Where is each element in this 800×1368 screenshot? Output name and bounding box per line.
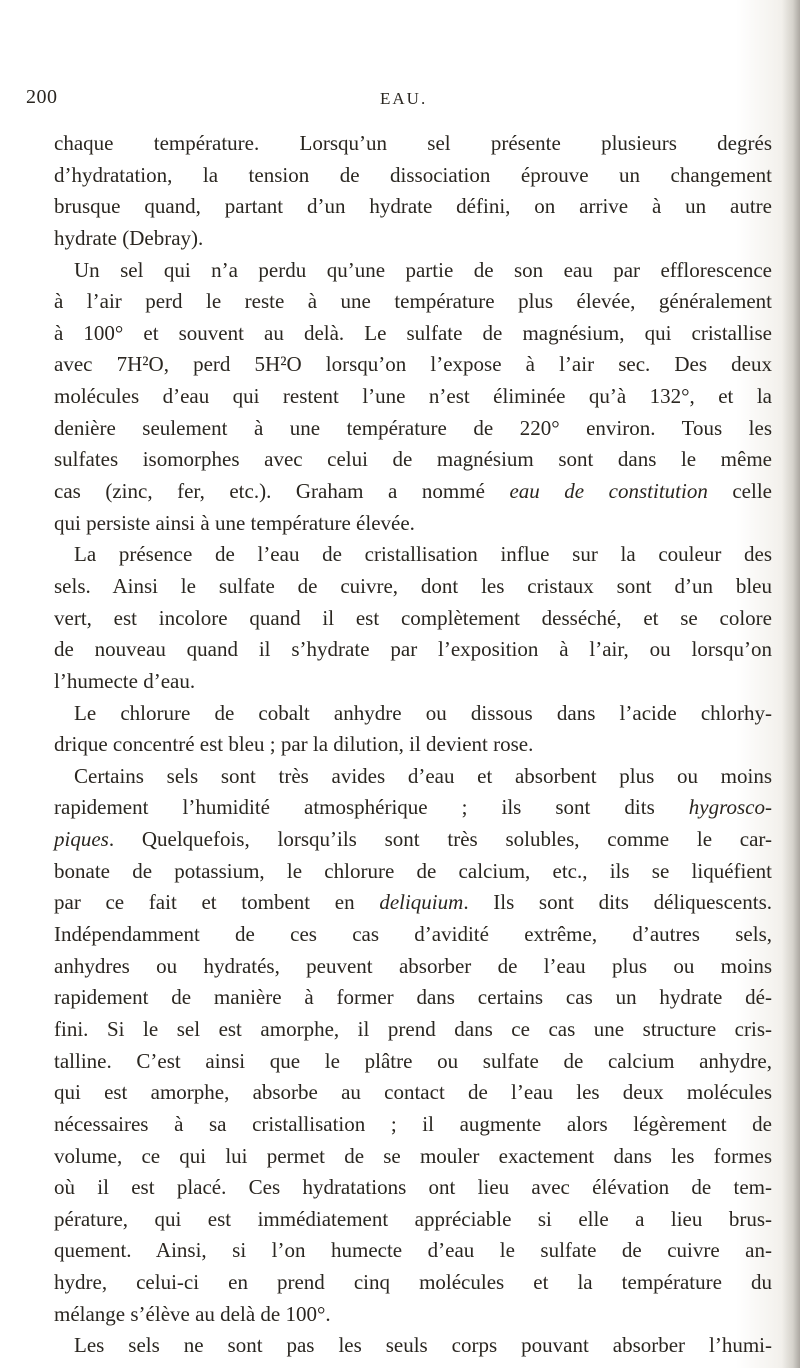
text-line [54, 761, 772, 793]
text-segment: vert, est incolore quand il est complètement desséché, et se colore [54, 605, 772, 630]
italic-term: deliquium [379, 890, 464, 915]
text-segment: Le chlorure de cobalt anhydre ou dissous dans l’acide chlorhy- [74, 700, 772, 725]
text-segment: qui est amorphe, absorbe au contact de l’eau les deux molécules [54, 1080, 772, 1105]
text-line [54, 571, 772, 603]
text-segment: denière seulement à une température de 220° environ. Tous les [54, 415, 772, 440]
text-segment: drique concentré est bleu ; par la dilution, il devient rose. [54, 732, 534, 757]
text-line [54, 191, 772, 223]
text-segment: celle [707, 479, 772, 504]
text-segment: quement. Ainsi, si l’on humecte d’eau le sulfate de cuivre an- [54, 1238, 772, 1263]
text-line [54, 255, 772, 287]
text-segment: . Quelquefois, lorsqu’ils sont très solubles, comme le car- [108, 827, 772, 852]
italic-term: piques [54, 827, 109, 852]
text-line [54, 1141, 772, 1173]
text-segment: bonate de potassium, le chlorure de calcium, etc., ils se liquéfient [54, 858, 772, 883]
text-segment: nécessaires à sa cristallisation ; il augmente alors légèrement de [54, 1111, 772, 1136]
text-line [54, 666, 772, 698]
text-line [54, 413, 772, 445]
text-segment: cas (zinc, fer, etc.). Graham a nommé [54, 479, 510, 504]
text-line [54, 1077, 772, 1109]
text-segment: Indépendamment de ces cas d’avidité extrême, d’autres sels, [54, 922, 772, 947]
text-line [54, 792, 772, 824]
text-line [54, 1299, 772, 1331]
text-segment: talline. C’est ainsi que le plâtre ou sulfate de calcium anhydre, [54, 1048, 772, 1073]
text-line [54, 318, 772, 350]
text-line [54, 1267, 772, 1299]
text-segment: l’humecte d’eau. [54, 668, 196, 693]
text-segment: Un sel qui n’a perdu qu’une partie de son eau par efflorescence [74, 257, 772, 282]
text-line [54, 223, 772, 255]
text-line [54, 1046, 772, 1078]
text-segment: anhydres ou hydratés, peuvent absorber de l’eau plus ou moins [54, 953, 772, 978]
text-segment: hydre, celui-ci en prend cinq molécules et la température du [54, 1270, 772, 1295]
text-segment: brusque quand, partant d’un hydrate défini, on arrive à un autre [54, 194, 772, 219]
text-segment: rapidement l’humidité atmosphérique ; ils sont dits [54, 795, 689, 820]
text-line [54, 1014, 772, 1046]
text-line [54, 160, 772, 192]
text-line [54, 476, 772, 508]
text-line [54, 1235, 772, 1267]
text-line [54, 128, 772, 160]
running-head: EAU. [380, 89, 428, 108]
text-segment: mélange s’élève au delà de 100°. [54, 1301, 331, 1326]
text-line [54, 951, 772, 983]
text-segment: à 100° et souvent au delà. Le sulfate de magnésium, qui cristallise [54, 320, 772, 345]
page-number: 200 [26, 86, 58, 108]
text-line [54, 603, 772, 635]
text-line [54, 856, 772, 888]
text-segment: La présence de l’eau de cristallisation influe sur la couleur des [74, 542, 772, 567]
italic-term: eau de constitution [509, 479, 708, 504]
text-line [54, 1109, 772, 1141]
text-segment: d’hydratation, la tension de dissociation éprouve un changement [54, 162, 772, 187]
text-line [54, 982, 772, 1014]
text-segment: volume, ce qui lui permet de se mouler exactement dans les formes [54, 1143, 772, 1168]
text-segment: pérature, qui est immédiatement appréciable si elle a lieu brus- [54, 1206, 772, 1231]
text-segment: molécules d’eau qui restent l’une n’est éliminée qu’à 132°, et la [54, 384, 772, 409]
text-segment: avec 7H²O, perd 5H²O lorsqu’on l’expose à l’air sec. Des deux [54, 352, 772, 377]
text-line [54, 1172, 772, 1204]
text-line [54, 444, 772, 476]
text-line [54, 1330, 772, 1362]
text-segment: sulfates isomorphes avec celui de magnésium sont dans le même [54, 447, 772, 472]
text-segment: à l’air perd le reste à une température plus élevée, généralement [54, 289, 772, 314]
text-segment: Les sels ne sont pas les seuls corps pouvant absorber l’humi- [74, 1333, 772, 1358]
italic-term: hygrosco- [688, 795, 772, 820]
text-line [54, 634, 772, 666]
text-segment: rapidement de manière à former dans certains cas un hydrate dé- [54, 985, 772, 1010]
text-line [54, 1204, 772, 1236]
text-line [54, 349, 772, 381]
text-segment: fini. Si le sel est amorphe, il prend dans ce cas une structure cris- [54, 1016, 772, 1041]
text-line [54, 887, 772, 919]
body-text [54, 128, 772, 1362]
text-segment: où il est placé. Ces hydratations ont lieu avec élévation de tem- [54, 1175, 772, 1200]
text-segment: . Ils sont dits déliquescents. [463, 890, 772, 915]
text-line [54, 824, 772, 856]
text-segment: sels. Ainsi le sulfate de cuivre, dont les cristaux sont d’un bleu [54, 573, 772, 598]
text-line [54, 919, 772, 951]
text-segment: qui persiste ainsi à une température élevée. [54, 510, 415, 535]
page-edge-shadow [782, 0, 800, 1368]
text-line [54, 729, 772, 761]
text-line [54, 698, 772, 730]
text-line [54, 539, 772, 571]
text-segment: par ce fait et tombent en [54, 890, 380, 915]
text-segment: de nouveau quand il s’hydrate par l’exposition à l’air, ou lorsqu’on [54, 637, 772, 662]
text-line [54, 508, 772, 540]
text-segment: chaque température. Lorsqu’un sel présente plusieurs degrés [54, 131, 772, 155]
text-line [54, 286, 772, 318]
text-segment: Certains sels sont très avides d’eau et absorbent plus ou moins [74, 763, 772, 788]
text-segment: hydrate (Debray). [54, 225, 204, 250]
text-line [54, 381, 772, 413]
